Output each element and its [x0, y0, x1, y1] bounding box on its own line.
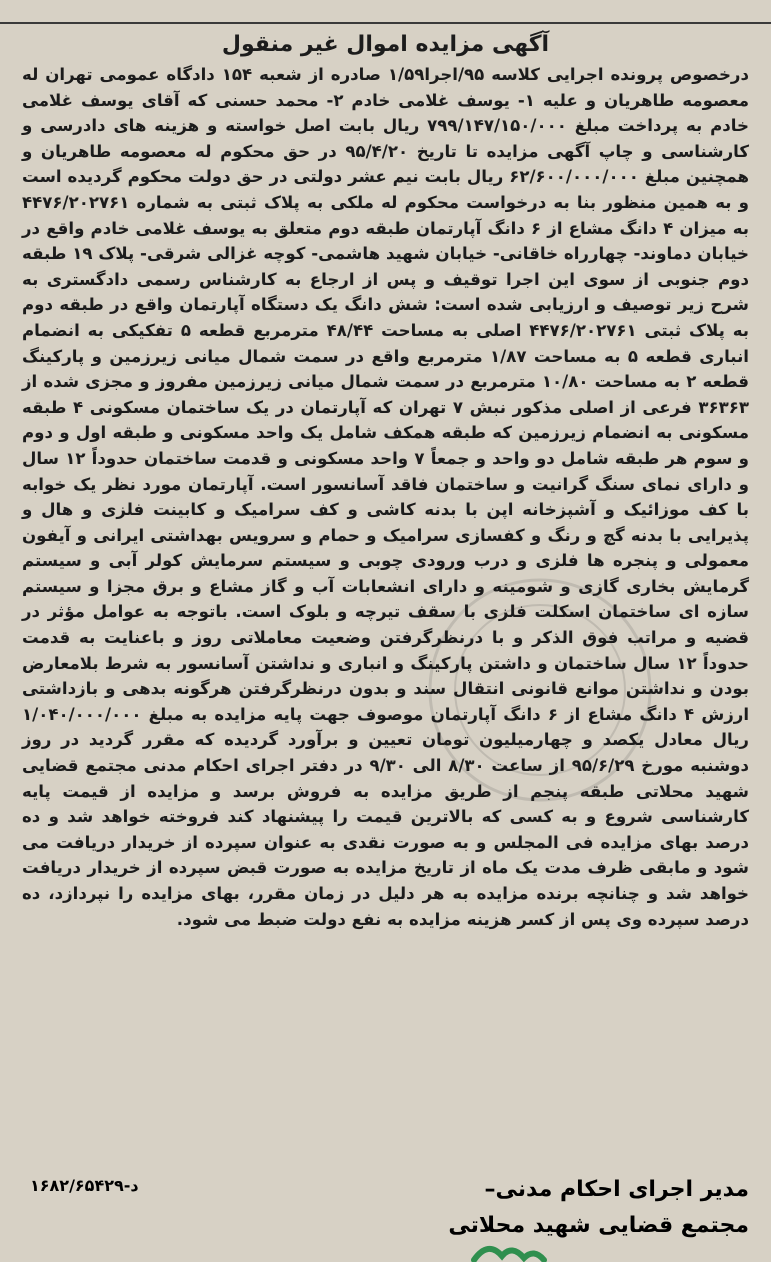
reference-code: د-۱۶۸۲/۶۵۴۲۹ — [30, 1176, 139, 1195]
notice-title: آگهی مزایده اموال غیر منقول — [221, 32, 550, 57]
notice-body: درخصوص پرونده اجرایی کلاسه ۹۵/اجرا۱/۵۹ صادره از شعبه ۱۵۴ دادگاه عمومی تهران له معصومه طاهریان و علیه ۱- یوسف غلامی خادم ۲- محمد حسنی که آقای یوسف غلامی خادم به پرداخت مبلغ ۷۹۹/۱۴۷/۱۵۰/۰۰۰ ریال بابت اصل خواسته و هزینه های دادرسی و کارشناسی و چاپ آگهی مزایده تا تاریخ ۹۵/۴/۲۰ در حق محکوم له معصومه طاهریان و همچنین مبلغ ۶۲/۶۰۰/۰۰۰/۰۰۰ ریال بابت نیم عشر دولتی در حق دولت محکوم گردیده است و به همین منظور بنا به درخواست محکوم له ملکی به پلاک ثبتی به شماره ۴۴۷۶/۲۰۲۷۶۱ به میزان ۴ دانگ مشاع از ۶ دانگ آپارتمان طبقه دوم متعلق به یوسف غلامی خادم واقع در خیابان دماوند- چهارراه خاقانی- خیابان شهید هاشمی- کوچه غزالی شرقی- پلاک ۱۹ طبقه دوم جنوبی از سوی این اجرا توقیف و پس از ارجاع به کارشناس رسمی دادگستری به شرح زیر توصیف و ارزیابی شده است: شش دانگ یک دستگاه آپارتمان واقع در طبقه دوم به پلاک ثبتی ۴۴۷۶/۲۰۲۷۶۱ اصلی به مساحت ۴۸/۴۴ مترمربع قطعه ۵ تفکیکی به انضمام انباری قطعه ۵ به مساحت ۱/۸۷ مترمربع واقع در سمت شمال میانی زیرزمین و پارکینگ قطعه ۲ به مساحت ۱۰/۸۰ مترمربع در سمت شمال میانی زیرزمین مفروز و مجزی شده از ۳۶۳۶۳ فرعی از اصلی مذکور نبش ۷ تهران که آپارتمان در یک ساختمان مسکونی ۴ طبقه مسکونی به انضمام زیرزمین که طبقه همکف شامل یک واحد مسکونی و طبقه اول و دوم و سوم هر طبقه شامل دو واحد و جمعاً ۷ واحد مسکونی و قدمت ساختمان حدوداً ۱۲ سال و دارای نمای سنگ گرانیت و ساختمان فاقد آسانسور است. آپارتمان مورد نظر یک خوابه با کف موزائیک و آشپزخانه اپن با بدنه کاشی و کف سرامیک و کابینت فلزی و هال و پذیرایی با بدنه گچ و رنگ و کفسازی سرامیک و حمام و سرویس بهداشتی ایرانی و آیفون معمولی و پنجره ها فلزی و درب ورودی چوبی و سیستم سرمایش کولر آبی و سیستم گرمایش بخاری گازی و شومینه و دارای انشعابات آب و گاز مشاع و برق مجزا و سیستم سازه ای ساختمان اسکلت فلزی با سقف تیرچه و بلوک است. باتوجه به عوامل مؤثر در قضیه و مراتب فوق الذکر و با درنظرگرفتن وضعیت معاملاتی روز و باعنایت به قدمت حدوداً ۱۲ سال ساختمان و داشتن پارکینگ و انباری و نداشتن آسانسور به شرط بلامعارض بودن و نداشتن موانع قانونی انتقال سند و بدون درنظرگرفتن هرگونه بدهی و بازداشتی ارزش ۴ دانگ مشاع از ۶ دانگ آپارتمان موصوف جهت پایه مزایده به مبلغ ۱/۰۴۰/۰۰۰/۰۰۰ ریال معادل یکصد و چهارمیلیون تومان تعیین و برآورد گردیده که مقرر گردید در روز دوشنبه مورخ ۹۵/۶/۲۹ از ساعت ۸/۳۰ الی ۹/۳۰ در دفتر اجرای احکام مدنی مجتمع قضایی شهید محلاتی طبقه پنجم از طریق مزایده به فروش برسد و مزایده از قیمت پایه کارشناسی شروع و به کسی که بالاترین قیمت را پیشنهاد کند فروخته خواهد شد و ده درصد بهای مزایده فی المجلس و به صورت نقدی به عنوان سپرده از خریدار دریافت می شود و مابقی ظرف مدت یک ماه از تاریخ مزایده به صورت قبض سپرده از خریدار دریافت خواهد شد و چنانچه برنده مزایده به هر دلیل در زمان مقرر، بهای مزایده را نپردازد، ده درصد سپرده وی پس از کسر هزینه مزایده به نفع دولت ضبط می شود. — [22, 65, 750, 929]
green-corner-mark — [468, 1234, 548, 1262]
notice-content — [22, 30, 749, 932]
top-border-rule — [0, 22, 771, 24]
notice-footer — [22, 1172, 749, 1252]
signature-title: مدیر اجرای احکام مدنی– — [484, 1177, 749, 1202]
signature-organization: مجتمع قضایی شهید محلاتی — [448, 1213, 749, 1238]
